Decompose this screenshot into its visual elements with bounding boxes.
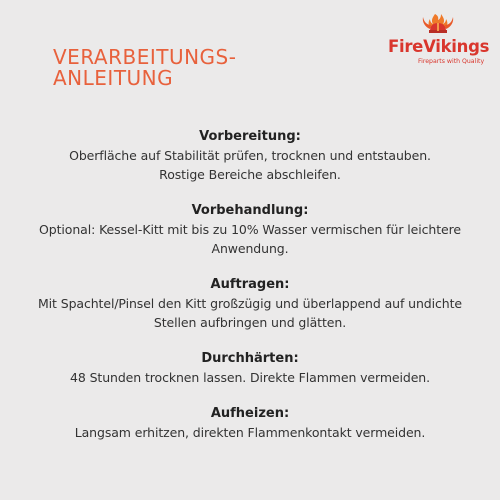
section-text	[0, 146, 500, 184]
title-line-2: ANLEITUNG	[53, 66, 174, 90]
section-auftragen	[0, 275, 500, 332]
section-line: Stellen aufbringen und glätten.	[153, 315, 347, 330]
viking-helmet-flame-icon	[386, 10, 494, 40]
instructions	[0, 127, 500, 459]
section-text	[0, 423, 500, 442]
page-title	[53, 47, 236, 89]
section-line: Mit Spachtel/Pinsel den Kitt großzügig und überlappend auf undichte	[38, 296, 462, 311]
section-line: Langsam erhitzen, direkten Flammenkontakt vermeiden.	[74, 425, 426, 440]
section-heading: Aufheizen:	[210, 406, 290, 421]
section-line: Rostige Bereiche abschleifen.	[159, 167, 341, 182]
logo-tagline: Fireparts with Quality	[418, 58, 485, 65]
section-text	[0, 294, 500, 332]
section-text	[0, 368, 500, 387]
section-aufheizen	[0, 404, 500, 442]
section-line: Anwendung.	[211, 241, 289, 256]
section-vorbehandlung	[0, 201, 500, 258]
section-heading: Auftragen:	[210, 277, 290, 292]
section-heading: Vorbehandlung:	[191, 203, 309, 218]
title-line-1: VERARBEITUNGS-	[53, 45, 237, 69]
section-vorbereitung	[0, 127, 500, 184]
firevikings-logo	[386, 10, 494, 65]
section-line: Oberfläche auf Stabilität prüfen, trocknen und entstauben.	[69, 148, 431, 163]
section-text	[0, 220, 500, 258]
logo-wordmark: FireVikings	[388, 37, 490, 56]
section-durchhaerten	[0, 349, 500, 387]
section-line: 48 Stunden trocknen lassen. Direkte Flammen vermeiden.	[69, 370, 431, 385]
section-line: Optional: Kessel-Kitt mit bis zu 10% Wasser vermischen für leichtere	[39, 222, 461, 237]
section-heading: Vorbereitung:	[199, 129, 301, 144]
section-heading: Durchhärten:	[201, 351, 299, 366]
